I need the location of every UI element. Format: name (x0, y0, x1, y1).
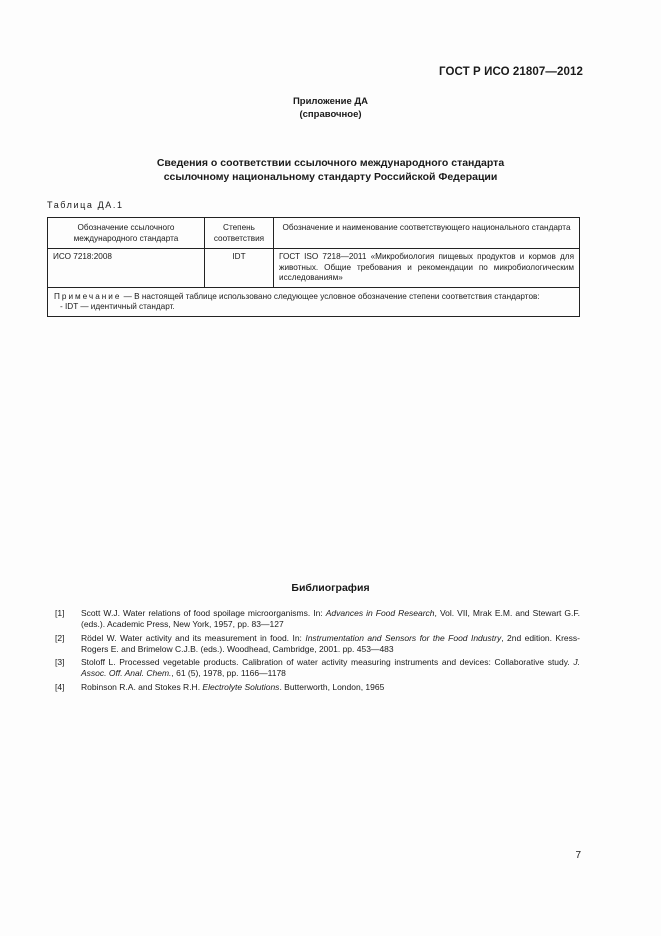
appendix-subtitle: (справочное) (299, 109, 362, 120)
note-label: Примечание (54, 291, 122, 301)
header-degree-of-correspondence: Степень соответствия (205, 218, 274, 249)
list-item (55, 657, 580, 679)
bib-number: [1] (55, 608, 65, 618)
bib-text (81, 657, 580, 679)
header-international-standard: Обозначение ссылочного международного стандарта (48, 218, 205, 249)
document-code: ГОСТ Р ИСО 21807—2012 (438, 66, 583, 78)
bib-number: [3] (55, 657, 65, 667)
bib-text-italic: J. Assoc. Off. Anal. Chem. (81, 657, 580, 678)
bib-text-italic: Advances in Food Research (325, 608, 435, 618)
bib-text-plain: , 2nd edition. Kress-Rogers E. and Brimelow C.J.B. (eds.). Woodhead, Cambridge, 2001. pp. 453—483 (81, 632, 580, 654)
table-caption: Таблица ДА.1 (47, 200, 124, 210)
bib-text-plain: Rödel W. Water activity and its measurement in food. In: (81, 632, 306, 643)
header-national-standard: Обозначение и наименование соответствующего национального стандарта (274, 218, 580, 249)
list-item (55, 608, 580, 630)
section-title-line-2: ссылочному национальному стандарту Российской Федерации (163, 171, 498, 183)
bibliography-list (55, 608, 580, 695)
bib-text-plain: , 61 (5), 1978, pp. 1166—1178 (171, 668, 286, 678)
table-header-row (48, 218, 580, 249)
section-title (60, 156, 601, 184)
list-item (55, 633, 580, 655)
bibliography-title: Библиография (291, 582, 370, 594)
bib-text-plain: Robinson R.A. and Stokes R.H. (81, 681, 203, 692)
bib-text-plain: Stoloff L. Processed vegetable products. Calibration of water activity measuring instruments and devices: Collaborative study. (81, 657, 574, 667)
bib-text-italic: Electrolyte Solutions (202, 681, 280, 692)
bib-text (81, 682, 580, 693)
cell-international-standard: ИСО 7218:2008 (48, 249, 205, 288)
bib-text (81, 608, 580, 630)
list-item (55, 682, 580, 693)
table-note (48, 287, 580, 316)
table-note-row (48, 287, 580, 316)
page-number: 7 (575, 850, 581, 861)
note-text: — В настоящей таблице использовано следующее условное обозначение степени соответствия стандартов: (121, 291, 540, 301)
bib-number: [4] (55, 681, 65, 692)
appendix-title: Приложение ДА (292, 96, 369, 107)
cell-national-standard: ГОСТ ISO 7218—2011 «Микробиология пищевых продуктов и кормов для животных. Общие требования и рекомендации по микробиологическим исследованиям» (274, 249, 580, 288)
bib-text-plain: , Vol. VII, Mrak E.M. and Stewart G.F. (eds.). Academic Press, New York, 1957, pp. 83—127 (81, 608, 580, 629)
section-title-line-1: Сведения о соответствии ссылочного международного стандарта (156, 157, 505, 169)
table-row (48, 249, 580, 288)
cell-degree: IDT (205, 249, 274, 288)
bib-text (81, 633, 580, 655)
bib-number: [2] (55, 632, 65, 643)
correspondence-table (47, 217, 580, 317)
bib-text-plain: . Butterworth, London, 1965 (279, 681, 385, 692)
note-item: - IDT — идентичный стандарт. (60, 302, 175, 311)
appendix-heading (0, 95, 661, 121)
bib-text-italic: Instrumentation and Sensors for the Food Industry (305, 632, 502, 643)
bib-text-plain: Scott W.J. Water relations of food spoilage microorganisms. In: (81, 608, 326, 618)
